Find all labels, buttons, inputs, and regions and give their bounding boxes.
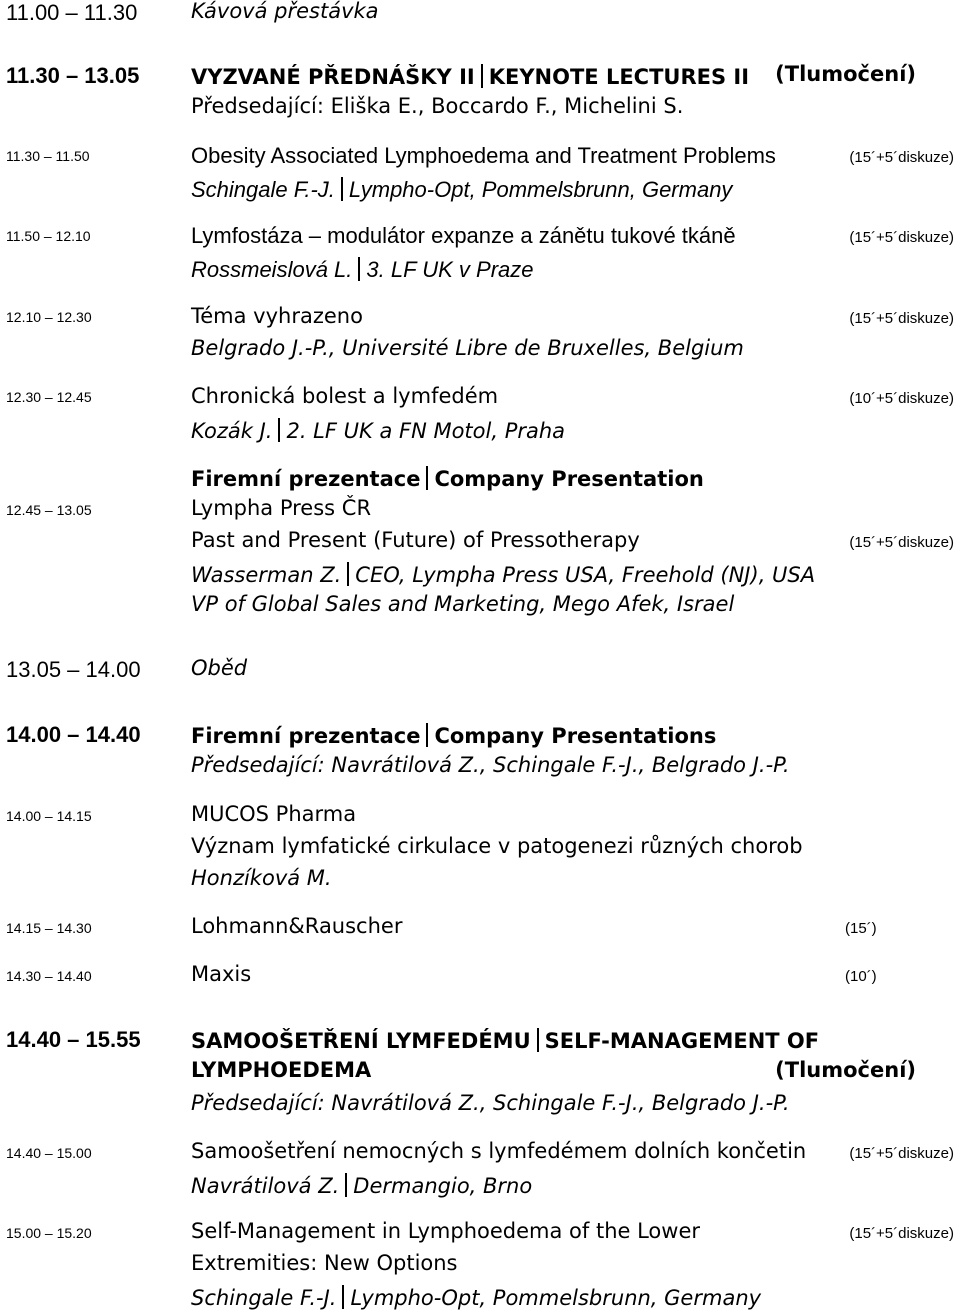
talk7-duration: (15´) (845, 920, 877, 937)
company-block-title (191, 723, 716, 747)
separator (537, 1028, 539, 1052)
talk9-time: 14.40 – 15.00 (6, 1145, 92, 1161)
talk5-header-cz: Firemní prezentace (191, 467, 421, 491)
talk9-author-name: Navrátilová Z. (191, 1174, 340, 1198)
keynote-title-en: KEYNOTE LECTURES II (488, 65, 750, 89)
talk6-author: Honzíková M. (191, 866, 332, 890)
talk1-affiliation: Lympho-Opt, Pommelsbrunn, Germany (348, 177, 733, 202)
separator (481, 64, 483, 88)
talk4-author-name: Kozák J. (191, 419, 273, 443)
talk5-affiliation-2: VP of Global Sales and Marketing, Mego Afek, Israel (191, 592, 735, 616)
talk2-affiliation: 3. LF UK v Praze (366, 257, 534, 282)
separator (347, 562, 349, 586)
separator (278, 418, 280, 442)
talk8-title: Maxis (191, 962, 252, 986)
talk7-title: Lohmann&Rauscher (191, 914, 403, 938)
talk1-title: Obesity Associated Lymphoedema and Treatment Problems (191, 143, 776, 168)
self-block-interpretation: (Tlumočení) (775, 1058, 916, 1082)
coffee-time: 11.00 – 11.30 (6, 0, 138, 25)
talk5-time: 12.45 – 13.05 (6, 502, 92, 518)
separator (341, 177, 343, 201)
talk4-title: Chronická bolest a lymfedém (191, 384, 499, 408)
self-block-chairs: Předsedající: Navrátilová Z., Schingale F.-J., Belgrado J.-P. (191, 1091, 790, 1115)
talk5-header (191, 466, 704, 490)
talk8-duration: (10´) (845, 968, 877, 985)
separator (426, 723, 428, 747)
self-block-title-cz: SAMOOŠETŘENÍ LYMFEDÉMU (191, 1029, 531, 1053)
keynote-chairs: Předsedající: Eliška E., Boccardo F., Michelini S. (191, 94, 684, 118)
company-block-title-en: Company Presentations (434, 724, 717, 748)
separator (358, 257, 360, 281)
talk1-author-name: Schingale F.-J. (191, 177, 335, 202)
talk9-duration: (15´+5´diskuze) (849, 1145, 954, 1162)
talk4-author (191, 418, 565, 442)
self-block-title (191, 1028, 819, 1052)
talk10-author (191, 1285, 761, 1309)
coffee-title: Kávová přestávka (191, 0, 379, 23)
separator (426, 466, 428, 490)
talk5-duration: (15´+5´diskuze) (849, 534, 954, 551)
talk8-time: 14.30 – 14.40 (6, 968, 92, 984)
self-block-title-2: LYMPHOEDEMA (191, 1058, 372, 1082)
talk9-affiliation: Dermangio, Brno (353, 1174, 533, 1198)
keynote-title (191, 64, 749, 88)
talk6-title: Význam lymfatické cirkulace v patogenezi různých chorob (191, 834, 803, 858)
company-block-time: 14.00 – 14.40 (6, 722, 141, 747)
self-block-title-en: SELF-MANAGEMENT OF (544, 1029, 820, 1053)
separator (345, 1173, 347, 1197)
talk5-author (191, 562, 815, 586)
keynote-time: 11.30 – 13.05 (6, 63, 140, 88)
talk3-time: 12.10 – 12.30 (6, 309, 92, 325)
talk4-duration: (10´+5´diskuze) (849, 390, 954, 407)
company-block-chairs: Předsedající: Navrátilová Z., Schingale F.-J., Belgrado J.-P. (191, 753, 790, 777)
keynote-interpretation: (Tlumočení) (775, 62, 916, 86)
talk4-affiliation: 2. LF UK a FN Motol, Praha (286, 419, 566, 443)
talk3-author: Belgrado J.-P., Université Libre de Bruxelles, Belgium (191, 336, 744, 360)
talk1-author (191, 177, 732, 201)
lunch-title: Oběd (191, 656, 248, 680)
talk1-duration: (15´+5´diskuze) (849, 149, 954, 166)
talk10-duration: (15´+5´diskuze) (849, 1225, 954, 1242)
talk2-author-name: Rossmeislová L. (191, 257, 353, 282)
talk5-author-name: Wasserman Z. (191, 563, 342, 587)
company-block-title-cz: Firemní prezentace (191, 724, 421, 748)
talk5-header-en: Company Presentation (434, 467, 704, 491)
talk9-author (191, 1173, 532, 1197)
talk10-title: Self-Management in Lymphoedema of the Lower (191, 1219, 701, 1243)
self-block-time: 14.40 – 15.55 (6, 1027, 141, 1052)
talk10-title-2: Extremities: New Options (191, 1251, 458, 1275)
talk10-author-name: Schingale F.-J. (191, 1286, 337, 1310)
talk3-duration: (15´+5´diskuze) (849, 310, 954, 327)
talk10-affiliation: Lympho-Opt, Pommelsbrunn, Germany (350, 1286, 762, 1310)
talk7-time: 14.15 – 14.30 (6, 920, 92, 936)
talk10-time: 15.00 – 15.20 (6, 1225, 92, 1241)
talk6-company: MUCOS Pharma (191, 802, 357, 826)
talk5-title: Past and Present (Future) of Pressotherapy (191, 528, 640, 552)
separator (342, 1285, 344, 1309)
talk5-affiliation: CEO, Lympha Press USA, Freehold (NJ), USA (355, 563, 816, 587)
talk9-title: Samoošetření nemocných s lymfedémem dolních končetin (191, 1139, 807, 1163)
lunch-time: 13.05 – 14.00 (6, 657, 141, 682)
talk3-title: Téma vyhrazeno (191, 304, 363, 328)
talk6-time: 14.00 – 14.15 (6, 808, 92, 824)
talk2-author (191, 257, 534, 281)
talk2-duration: (15´+5´diskuze) (849, 229, 954, 246)
talk2-title: Lymfostáza – modulátor expanze a zánětu tukové tkáně (191, 223, 736, 248)
talk5-company: Lympha Press ČR (191, 496, 372, 520)
keynote-title-cz: VYZVANÉ PŘEDNÁŠKY II (191, 65, 475, 89)
talk1-time: 11.30 – 11.50 (6, 148, 90, 164)
talk4-time: 12.30 – 12.45 (6, 389, 92, 405)
talk2-time: 11.50 – 12.10 (6, 228, 91, 244)
